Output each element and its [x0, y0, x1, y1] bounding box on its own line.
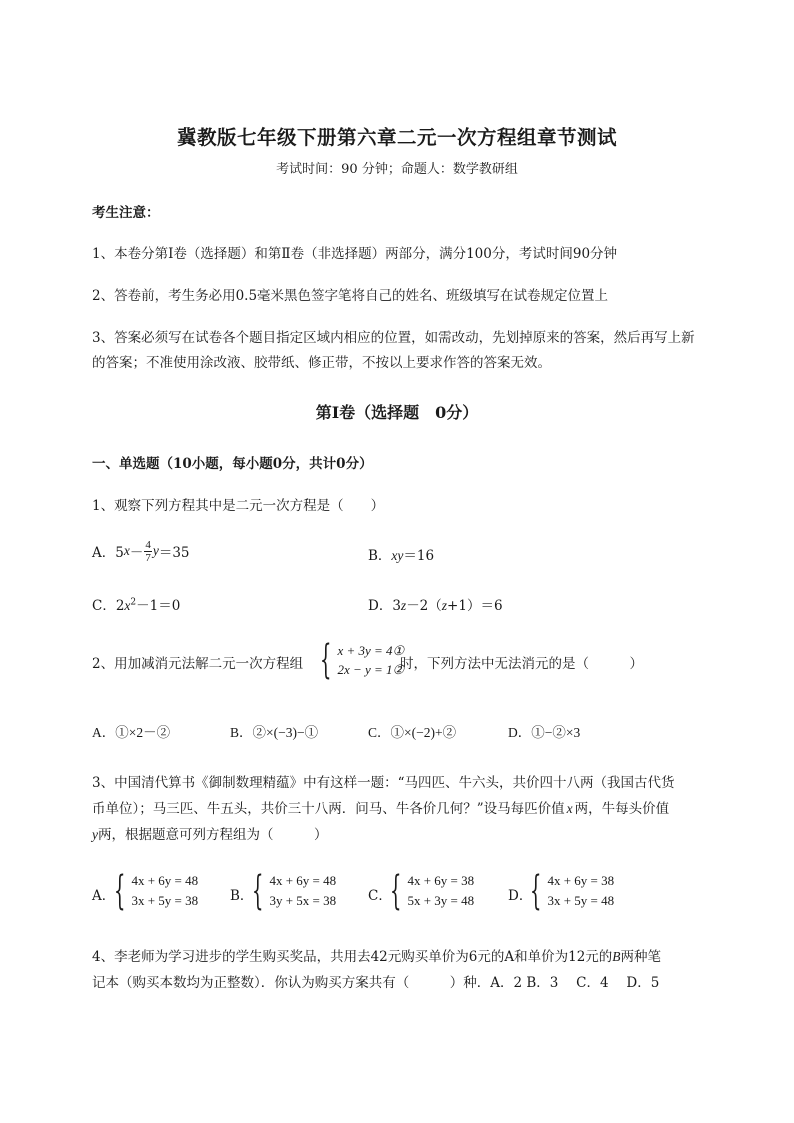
option-a-prefix: A．5 [92, 545, 124, 561]
exam-subtitle: 考试时间：90 分钟；命题人：数学教研组 [276, 162, 518, 177]
equation-2: 3x + 5y = 38 [131, 893, 199, 908]
var-y: y [92, 827, 98, 842]
var-b: B [612, 949, 621, 964]
question-2-option-d[interactable]: D．①−②×3 [508, 725, 581, 740]
section-title: 第Ⅰ卷（选择题 0分） [315, 403, 479, 422]
option-d-prefix: D．3 [368, 598, 401, 614]
fraction-denominator: 7 [145, 551, 151, 564]
notice-heading: 考生注意： [92, 205, 160, 221]
var-y: y [152, 543, 159, 558]
equation-1: 4x + 6y = 38 [547, 873, 615, 888]
option-d-rest: +1）＝6 [447, 598, 503, 614]
equation-1: 4x + 6y = 38 [407, 873, 475, 888]
question-1-option-d[interactable] [368, 594, 503, 614]
notice-item-1: 1、本卷分第Ⅰ卷（选择题）和第Ⅱ卷（非选择题）两部分，满分100分，考试时间90分钟 [92, 246, 618, 262]
fraction-four-sevenths [144, 539, 152, 564]
question-3-option-b-system[interactable] [252, 868, 337, 914]
question-1-option-c[interactable] [92, 594, 180, 614]
question-3-option-a-system[interactable] [114, 868, 199, 914]
question-1-option-a[interactable] [92, 533, 190, 569]
left-brace: { [114, 868, 126, 914]
notice-item-3: 3、答案必须写在试卷各个题目指定区域内相应的位置，如需改动，先划掉原来的答案，然后再写上新 [92, 330, 695, 346]
option-b-prefix: B． [368, 548, 392, 564]
left-brace: { [530, 868, 542, 914]
question-3-option-d-label[interactable]: D． [508, 888, 533, 904]
question-3-line-1: 3、中国清代算书《御制数理精蕴》中有这样一题：“马四匹、牛六头，共价四十八两（我国古代货 [92, 775, 675, 791]
option-b-rest: ＝16 [403, 548, 435, 564]
question-3-option-c-system[interactable] [390, 868, 475, 914]
equation-1: 4x + 6y = 48 [269, 873, 337, 888]
question-1-option-b[interactable] [368, 544, 434, 564]
var-x: x [123, 543, 130, 558]
question-2-stem-before: 2、用加减消元法解二元一次方程组 [92, 656, 304, 672]
left-brace: { [320, 637, 332, 683]
left-brace: { [252, 868, 264, 914]
part-title: 一、单选题（10小题，每小题0分，共计0分） [92, 456, 373, 472]
var-z: z [400, 598, 407, 613]
question-2-option-b[interactable]: B．②×(−3)−① [230, 725, 319, 740]
equation-1: 4x + 6y = 48 [131, 873, 199, 888]
question-4-line-1-end: 两种笔 [620, 949, 662, 965]
question-3-option-d-system[interactable] [530, 868, 615, 914]
var-x: x [566, 801, 573, 816]
option-d-mid: －2（ [406, 598, 442, 614]
equation-2: 2x − y = 1② [337, 662, 405, 677]
var-x: x [124, 598, 131, 613]
left-brace: { [390, 868, 402, 914]
question-2-stem-after: 时，下列方法中无法消元的是（ ） [400, 656, 643, 672]
question-3-line-2-end: 两，牛每头价值 [574, 801, 670, 817]
equation-2: 5x + 3y = 48 [407, 893, 475, 908]
minus-sign: － [129, 545, 144, 561]
equation-1: x + 3y = 4① [337, 643, 405, 658]
equation-2: 3y + 5x = 38 [269, 893, 337, 908]
equation-2: 3x + 5y = 48 [547, 893, 615, 908]
option-a-rest: ＝35 [158, 545, 190, 561]
notice-item-3-cont: 的答案；不准使用涂改液、胶带纸、修正带，不按以上要求作答的答案无效。 [92, 355, 551, 371]
question-2-option-c[interactable]: C．①×(−2)+② [368, 725, 457, 740]
option-c-rest: －1＝0 [136, 598, 181, 614]
question-4-line-2: 记本（购买本数均为正整数）．你认为购买方案共有（ ）种．A．2 B．3 C．4 D．5 [92, 975, 660, 991]
question-1-stem: 1、观察下列方程其中是二元一次方程是（ ） [92, 498, 385, 514]
question-4-line-1 [92, 945, 661, 965]
question-3-line-2-text: 币单位）；马三匹、牛五头，共价三十八两．问马、牛各价几何？”设马每匹价值 [92, 801, 565, 817]
question-2-equation-system [320, 637, 405, 683]
question-3-option-c-label[interactable]: C． [368, 888, 392, 904]
var-xy: xy [391, 548, 404, 563]
question-3-option-a-label[interactable]: A． [92, 888, 116, 904]
question-3-line-3-text: 两，根据题意可列方程组为（ ） [98, 827, 328, 843]
question-3-line-3 [92, 823, 328, 843]
question-2-option-a[interactable]: A．①×2－② [92, 725, 171, 740]
option-c-prefix: C．2 [92, 598, 125, 614]
question-3-line-2 [92, 797, 669, 817]
fraction-numerator: 4 [145, 538, 151, 551]
question-3-option-b-label[interactable]: B． [230, 888, 254, 904]
exam-title: 冀教版七年级下册第六章二元一次方程组章节测试 [176, 126, 617, 149]
exponent: 2 [130, 597, 137, 608]
var-z: z [441, 598, 448, 613]
notice-item-2: 2、答卷前，考生务必用0.5毫米黑色签字笔将自己的姓名、班级填写在试卷规定位置上 [92, 288, 609, 304]
question-4-line-1-text: 4、李老师为学习进步的学生购买奖品，共用去42元购买单价为6元的A和单价为12元的 [92, 949, 613, 965]
